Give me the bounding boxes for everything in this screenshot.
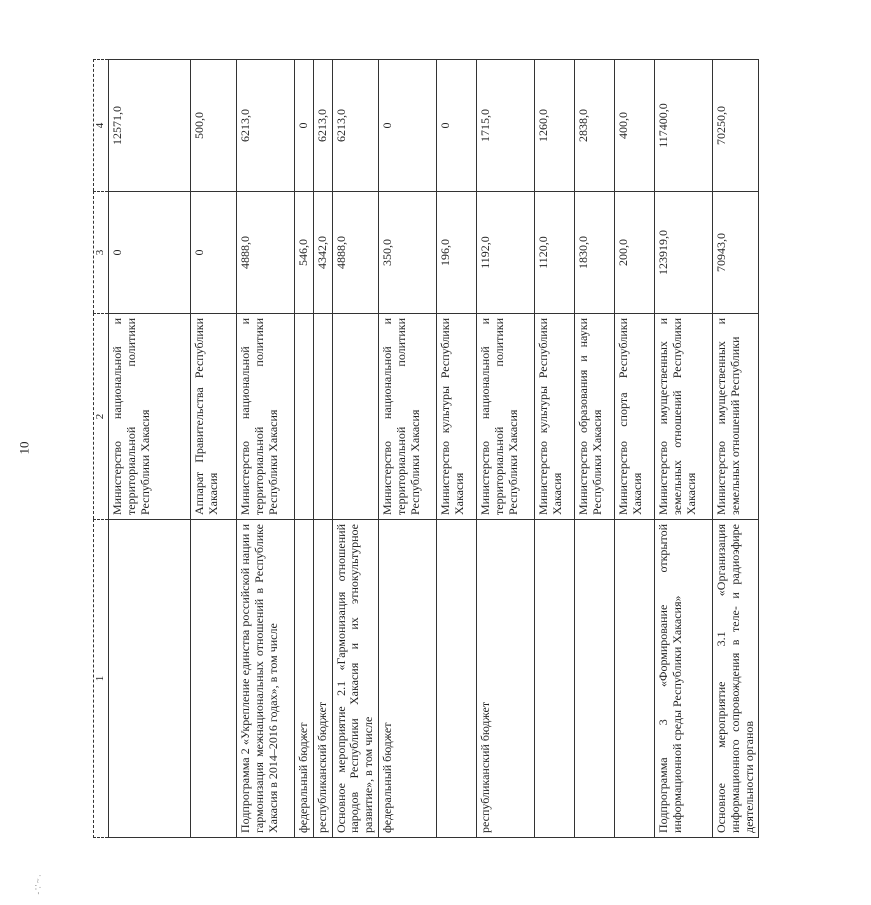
row-value-2014: 1192,0	[476, 192, 534, 314]
row-ministry: Министерство национальной и территориальной политики Республики Хакасия	[378, 314, 436, 520]
row-ministry: Министерство культуры Республики Хакасия	[436, 314, 476, 520]
row-label: федеральный бюджет	[378, 520, 436, 838]
table-row	[109, 60, 191, 838]
row-ministry	[332, 314, 378, 520]
row-ministry	[295, 314, 314, 520]
rotated-table-wrapper	[93, 60, 871, 833]
row-value-2015: 0	[295, 60, 314, 192]
row-label	[436, 520, 476, 838]
row-value-2014: 0	[109, 192, 191, 314]
row-value-2014: 0	[191, 192, 237, 314]
rotated-table	[93, 60, 756, 838]
scan-mark: - '.' ~ .	[33, 874, 43, 895]
row-value-2015: 1715,0	[476, 60, 534, 192]
table-row	[654, 60, 712, 838]
row-ministry: Аппарат Правительства Республики Хакасия	[191, 314, 237, 520]
row-value-2014: 546,0	[295, 192, 314, 314]
row-label: республиканский бюджет	[476, 520, 534, 838]
header-col-2: 2	[94, 314, 109, 520]
header-row	[94, 60, 109, 838]
row-ministry	[313, 314, 332, 520]
row-value-2015: 70250,0	[712, 60, 758, 192]
row-value-2015: 400,0	[614, 60, 654, 192]
row-label	[109, 520, 191, 838]
row-ministry: Министерство имущественных и земельных отношений Республики Хакасия	[654, 314, 712, 520]
header-col-3: 3	[94, 192, 109, 314]
row-ministry: Министерство национальной и территориальной политики Республики Хакасия	[237, 314, 295, 520]
row-value-2015: 500,0	[191, 60, 237, 192]
row-value-2014: 4888,0	[332, 192, 378, 314]
table-row	[378, 60, 436, 838]
table-row	[295, 60, 314, 838]
row-value-2015: 2838,0	[574, 60, 614, 192]
header-col-1: 1	[94, 520, 109, 838]
row-ministry: Министерство культуры Республики Хакасия	[534, 314, 574, 520]
row-label	[574, 520, 614, 838]
row-ministry: Министерство спорта Республики Хакасия	[614, 314, 654, 520]
row-value-2014: 4342,0	[313, 192, 332, 314]
row-label: Основное мероприятие 3.1 «Организация информационного сопровождения в теле- и радиоэфире деятельности органов	[712, 520, 758, 838]
table-row	[534, 60, 574, 838]
table-row	[191, 60, 237, 838]
row-label	[614, 520, 654, 838]
table-row	[237, 60, 295, 838]
row-value-2014: 350,0	[378, 192, 436, 314]
budget-table	[93, 59, 759, 838]
table-row	[712, 60, 758, 838]
row-ministry: Министерство национальной и территориальной политики Республики Хакасия	[476, 314, 534, 520]
row-value-2015: 6213,0	[332, 60, 378, 192]
row-label	[191, 520, 237, 838]
row-value-2014: 196,0	[436, 192, 476, 314]
row-value-2015: 117400,0	[654, 60, 712, 192]
table-row	[436, 60, 476, 838]
row-value-2015: 0	[378, 60, 436, 192]
row-ministry: Министерство образования и науки Республики Хакасия	[574, 314, 614, 520]
row-label: федеральный бюджет	[295, 520, 314, 838]
row-label	[534, 520, 574, 838]
table-row	[332, 60, 378, 838]
row-value-2014: 1120,0	[534, 192, 574, 314]
row-value-2014: 1830,0	[574, 192, 614, 314]
row-value-2014: 70943,0	[712, 192, 758, 314]
row-value-2014: 200,0	[614, 192, 654, 314]
row-value-2014: 123919,0	[654, 192, 712, 314]
row-value-2015: 6213,0	[313, 60, 332, 192]
row-value-2015: 1260,0	[534, 60, 574, 192]
row-label: Подпрограмма 3 «Формирование открытой информационной среды Республики Хакасия»	[654, 520, 712, 838]
row-label: Подпрограмма 2 «Укрепление единства российской нации и гармонизация межнациональных отношений в Республике Хакасия в 2014–2016 годах», в том числе	[237, 520, 295, 838]
row-value-2014: 4888,0	[237, 192, 295, 314]
row-value-2015: 6213,0	[237, 60, 295, 192]
header-col-4: 4	[94, 60, 109, 192]
page-number: 10	[16, 441, 32, 455]
row-value-2015: 0	[436, 60, 476, 192]
row-ministry: Министерство имущественных и земельных отношений Республики	[712, 314, 758, 520]
row-value-2015: 12571,0	[109, 60, 191, 192]
row-label: республиканский бюджет	[313, 520, 332, 838]
row-label: Основное мероприятие 2.1 «Гармонизация отношений народов Республики Хакасия и их этнокультурное развитие», в том числе	[332, 520, 378, 838]
table-row	[313, 60, 332, 838]
table-row	[574, 60, 614, 838]
table-row	[614, 60, 654, 838]
row-ministry: Министерство национальной и территориальной политики Республики Хакасия	[109, 314, 191, 520]
table-row	[476, 60, 534, 838]
